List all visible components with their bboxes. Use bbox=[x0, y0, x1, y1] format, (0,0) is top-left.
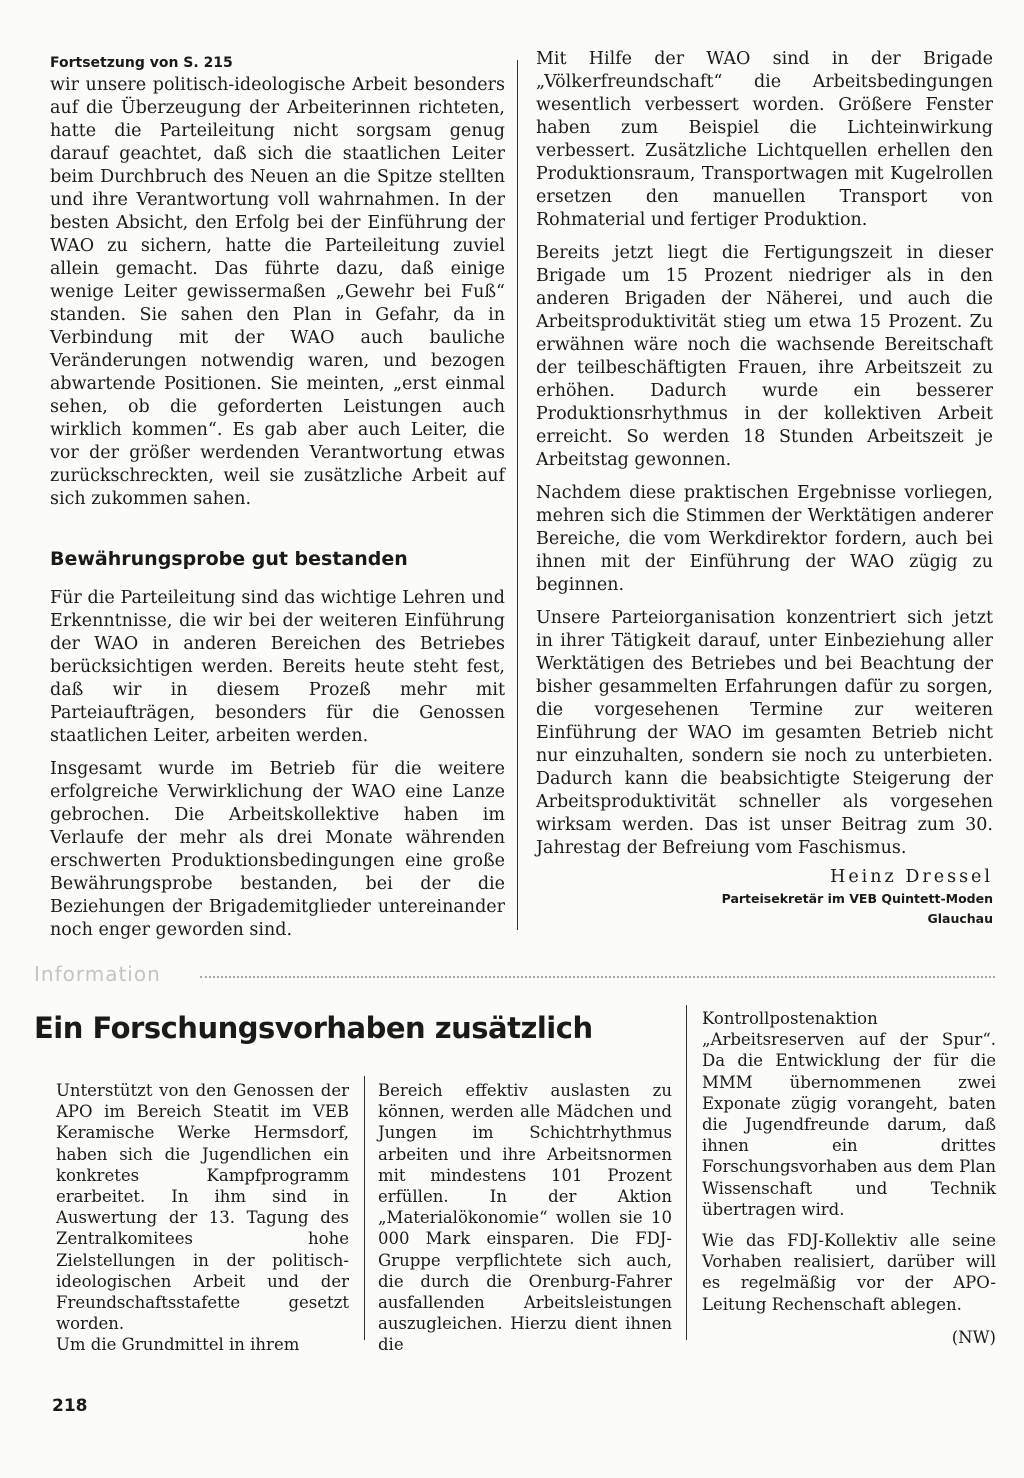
info-column-2 bbox=[378, 1080, 672, 1356]
page-number: 218 bbox=[52, 1396, 88, 1416]
info-column-3 bbox=[702, 1008, 996, 1348]
continued-note: Fortsetzung von S. 215 bbox=[50, 55, 233, 71]
paragraph: Unsere Parteiorganisation konzentriert sich jetzt in ihrer Tätigkeit darauf, unter Einbeziehung aller Werktätigen des Betriebes und bei Beachtung der bisher gesammelten Erfahrungen dafür zu sorgen, die vorgesehenen Termine zur weiteren Einführung der WAO im gesamten Betrieb nicht nur einzuhalten, sondern sie noch zu unterbieten. Dadurch kann die beabsichtigte Steigerung der Arbeitsproduktivität schneller als vorgesehen wirksam werden. Das ist unser Beitrag zum 30. Jahrestag der Befreiung vom Faschismus. bbox=[536, 608, 993, 858]
column-divider bbox=[686, 1005, 687, 1340]
paragraph: Nachdem diese praktischen Ergebnisse vorliegen, mehren sich die Stimmen der Werktätigen anderer Bereiche, die vom Werkdirektor fordern, auch bei ihnen mit der Einführung der WAO zügig zu beginnen. bbox=[536, 483, 993, 595]
paragraph: Mit Hilfe der WAO sind in der Brigade „Völkerfreundschaft“ die Arbeitsbedingungen wesentlich verbessert worden. Größere Fenster haben zum Beispiel die Lichteinwirkung verbessert. Zusätzliche Lichtquellen erhellen den Produktionsraum, Transportwagen mit Kugelrollen ersetzen den manuellen Transport von Rohmaterial und fertiger Produktion. bbox=[536, 49, 993, 230]
paragraph: Insgesamt wurde im Betrieb für die weitere erfolgreiche Verwirklichung der WAO eine Lanze gebrochen. Die Arbeitskollektive haben im Verlaufe der mehr als drei Monate währenden erschwerten Produktionsbedingungen eine große Bewährungsprobe bestanden, bei der die Beziehungen der Brigademitglieder untereinander noch enger geworden sind. bbox=[50, 759, 505, 940]
paragraph: Kontrollpostenaktion „Arbeitsreserven auf der Spur“. Da die Entwicklung der für die MMM übernommenen zwei Exponate zügig vorangeht, baten die Jugendfreunde darum, daß ihnen ein drittes Forschungsvorhaben aus dem Plan Wissenschaft und Technik übertragen wird. bbox=[702, 1009, 996, 1219]
paragraph: Bereich effektiv auslasten zu können, werden alle Mädchen und Jungen im Schichtrhythmus arbeiten und ihre Arbeitsnormen mit mindestens 101 Prozent erfüllen. In der Aktion „Materialökonomie“ wollen sie 10 000 Mark einsparen. Die FDJ-Gruppe verpflichtete sich auch, die durch die Orenburg-Fahrer ausfallenden Arbeitsleistungen auszugleichen. Hierzu dient ihnen die bbox=[378, 1081, 672, 1355]
top-right-column bbox=[536, 48, 993, 929]
paragraph: Unterstützt von den Genossen der APO im Bereich Steatit im VEB Keramische Werke Hermsdorf, haben sich die Jugendlichen ein konkretes Kampfprogramm erarbeitet. In ihm sind in Auswertung der 13. Tagung des Zentralkomitees hohe Zielstellungen in der politisch-ideologischen Arbeit und der Freundschaftsstafette gesetzt worden. bbox=[56, 1081, 349, 1334]
paragraph: wir unsere politisch-ideologische Arbeit besonders auf die Überzeugung der Arbeiterinnen richteten, hatte die Parteileitung nicht sorgsam genug darauf geachtet, daß sich die staatlichen Leiter beim Durchbruch des Neuen an die Spitze stellten und ihre Verantwortung voll wahrnahmen. In der besten Absicht, den Erfolg bei der Einführung der WAO zu sichern, hatte die Parteileitung zuviel allein gemacht. Das führte dazu, daß einige wenige Leiter gewissermaßen „Gewehr bei Fuß“ standen. Sie sahen den Plan in Gefahr, da in Verbindung mit der WAO auch bauliche Veränderungen notwendig waren, und bezogen abwartende Positionen. Sie meinten, „erst einmal sehen, ob die geforderten Leistungen auch wirklich kommen“. Es gab aber auch Leiter, die vor der größer werdenden Verantwortung etwas zurückschreckten, weil sie zusätzliche Arbeit auf sich zukommen sahen. bbox=[50, 75, 505, 509]
paragraph: Wie das FDJ-Kollektiv alle seine Vorhaben realisiert, darüber will es regelmäßig vor der APO-Leitung Rechenschaft ablegen. bbox=[702, 1231, 996, 1314]
author-role: Parteisekretär im VEB Quintett-Moden bbox=[721, 891, 993, 906]
author-location: Glauchau bbox=[927, 911, 993, 926]
top-left-column bbox=[50, 54, 505, 942]
information-label: Information bbox=[34, 962, 161, 986]
author-name: Heinz Dressel bbox=[830, 867, 993, 887]
article-title: Ein Forschungsvorhaben zusätzlich bbox=[34, 1011, 593, 1045]
paragraph: Um die Grundmittel in ihrem bbox=[56, 1335, 300, 1355]
paragraph: Bereits jetzt liegt die Fertigungszeit in dieser Brigade um 15 Prozent niedriger als in den anderen Brigaden der Näherei, und auch die Arbeitsproduktivität stieg um etwa 15 Prozent. Zu erwähnen wäre noch die wachsende Bereitschaft der teilbeschäftigten Frauen, ihre Arbeitszeit zu erhöhen. Dadurch wurde ein besserer Produktionsrhythmus in der kollektiven Arbeit erreicht. So werden 18 Stunden Arbeitszeit je Arbeitstag gewonnen. bbox=[536, 243, 993, 470]
column-divider bbox=[364, 1076, 365, 1340]
author-initials: (NW) bbox=[951, 1327, 996, 1347]
column-divider bbox=[517, 60, 518, 930]
section-heading: Bewährungsprobe gut bestanden bbox=[50, 548, 408, 570]
paragraph: Für die Parteileitung sind das wichtige Lehren und Erkenntnisse, die wir bei der weiteren Einführung der WAO in anderen Bereichen des Betriebes berücksichtigen werden. Bereits heute steht fest, daß wir in diesem Prozeß mehr mit Parteiaufträgen, besonders für die Genossen staatlichen Leiter, arbeiten werden. bbox=[50, 588, 505, 746]
dotted-rule bbox=[200, 976, 995, 978]
info-column-1 bbox=[56, 1080, 349, 1356]
